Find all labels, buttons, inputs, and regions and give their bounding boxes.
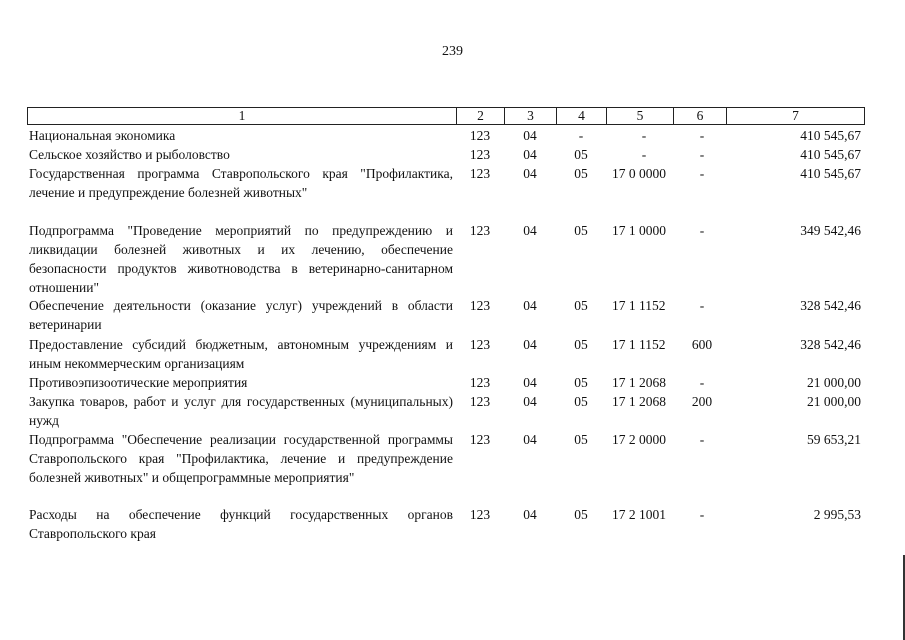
row-name: Обеспечение деятельности (оказание услуг) учреждений в области ветеринарии: [29, 298, 453, 332]
row-col-2: 123: [469, 223, 491, 238]
row-col-4: 05: [574, 166, 588, 181]
row-name: Расходы на обеспечение функций государственных органов Ставропольского края: [29, 507, 453, 541]
row-col-3: 04: [523, 394, 537, 409]
row-col-3: 04: [523, 507, 537, 522]
header-cell-7: 7: [792, 108, 799, 123]
row-col-4: 05: [574, 375, 588, 390]
row-col-2: 123: [469, 147, 491, 162]
header-cell-1: 1: [28, 108, 457, 124]
row-name: Национальная экономика: [29, 128, 176, 143]
row-col-5: -: [641, 128, 647, 143]
row-col-4: -: [578, 128, 584, 143]
row-col-7: 2 995,53: [813, 507, 861, 522]
row-col-5: 17 0 0000: [612, 166, 666, 181]
row-col-7: 21 000,00: [807, 394, 861, 409]
row-col-3: 04: [523, 128, 537, 143]
row-name: Подпрограмма "Проведение мероприятий по предупреждению и ликвидации болезней животных и их лечению, обеспечение безопасности продуктов животноводства в ветеринарно-санитарном отношении": [29, 223, 453, 295]
row-col-6: -: [699, 147, 705, 162]
row-col-7: 328 542,46: [800, 337, 861, 352]
row-col-4: 05: [574, 147, 588, 162]
row-col-6: -: [699, 223, 705, 238]
row-col-4: 05: [574, 298, 588, 313]
row-col-2: 123: [469, 128, 491, 143]
header-cell-2: 2: [457, 108, 505, 124]
row-col-5: 17 1 2068: [612, 394, 666, 409]
row-col-2: 123: [469, 375, 491, 390]
row-col-6: -: [699, 507, 705, 522]
row-col-5: 17 2 0000: [612, 432, 666, 447]
row-col-5: 17 2 1001: [612, 507, 666, 522]
row-name: Предоставление субсидий бюджетным, автономным учреждениям и иным некоммерческим организациям: [29, 337, 453, 371]
row-col-7: 59 653,21: [807, 432, 861, 447]
row-col-6: -: [699, 128, 705, 143]
row-name: Подпрограмма "Обеспечение реализации государственной программы Ставропольского края "Профилактика, лечение и предупреждение болезней животных" и общепрограммные мероприятия": [29, 432, 453, 485]
row-col-6: -: [699, 298, 705, 313]
row-col-7: 410 545,67: [800, 147, 861, 162]
row-name: Сельское хозяйство и рыболовство: [29, 147, 230, 162]
row-name: Государственная программа Ставропольского края "Профилактика, лечение и предупреждение болезней животных": [29, 166, 453, 200]
header-cell-4: 4: [557, 108, 607, 124]
table-header: [27, 107, 865, 125]
row-col-3: 04: [523, 166, 537, 181]
row-col-7: 21 000,00: [807, 375, 861, 390]
row-col-7: 328 542,46: [800, 298, 861, 313]
row-col-4: 05: [574, 432, 588, 447]
row-col-2: 123: [469, 507, 491, 522]
row-col-7: 410 545,67: [800, 128, 861, 143]
row-col-3: 04: [523, 223, 537, 238]
row-col-5: 17 1 2068: [612, 375, 666, 390]
row-col-3: 04: [523, 298, 537, 313]
row-col-6: -: [699, 166, 705, 181]
scan-edge: [0, 0, 905, 3]
row-col-5: 17 1 1152: [612, 337, 666, 352]
row-col-7: 410 545,67: [800, 166, 861, 181]
page-number: 239: [442, 44, 463, 59]
header-cell-5: 5: [607, 108, 674, 124]
row-col-2: 123: [469, 298, 491, 313]
row-col-5: 17 1 0000: [612, 223, 666, 238]
row-col-4: 05: [574, 394, 588, 409]
row-col-3: 04: [523, 375, 537, 390]
row-col-2: 123: [469, 394, 491, 409]
row-col-5: -: [641, 147, 647, 162]
header-cell-6: 6: [674, 108, 727, 124]
row-col-2: 123: [469, 166, 491, 181]
row-col-4: 05: [574, 337, 588, 352]
row-col-4: 05: [574, 507, 588, 522]
row-col-3: 04: [523, 337, 537, 352]
row-col-7: 349 542,46: [800, 223, 861, 238]
row-col-3: 04: [523, 147, 537, 162]
row-col-6: 600: [691, 337, 713, 352]
header-cell-3: 3: [505, 108, 557, 124]
row-col-5: 17 1 1152: [612, 298, 666, 313]
row-col-4: 05: [574, 223, 588, 238]
row-col-6: -: [699, 375, 705, 390]
row-col-2: 123: [469, 337, 491, 352]
row-col-2: 123: [469, 432, 491, 447]
row-name: Противоэпизоотические мероприятия: [29, 375, 248, 390]
row-name: Закупка товаров, работ и услуг для государственных (муниципальных) нужд: [29, 394, 453, 428]
row-col-6: -: [699, 432, 705, 447]
row-col-6: 200: [691, 394, 713, 409]
row-col-3: 04: [523, 432, 537, 447]
